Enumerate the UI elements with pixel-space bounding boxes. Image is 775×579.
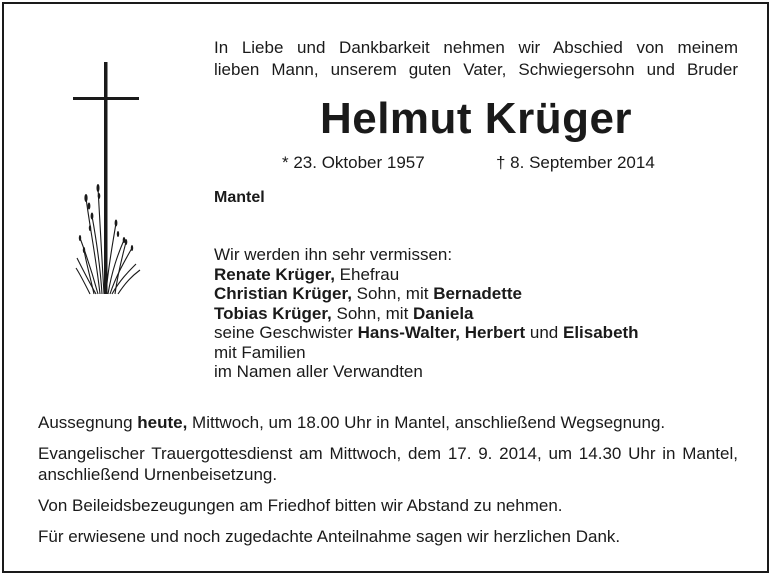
intro-line-1: In Liebe und Dankbarkeit nehmen wir Abschied von meinem — [214, 38, 738, 57]
birth-date: * 23. Oktober 1957 — [282, 153, 425, 172]
mourner-wife — [214, 265, 738, 285]
son2-partner: Daniela — [413, 303, 474, 323]
intro-text — [214, 37, 738, 81]
wife-name: Renate Krüger, — [214, 264, 335, 284]
siblings-and: und — [525, 323, 563, 342]
sibling-2: Herbert — [464, 323, 526, 342]
blessing-notice — [38, 412, 738, 433]
service-info — [38, 412, 738, 557]
blessing-prefix: Aussegnung — [38, 413, 138, 432]
place-name: Mantel — [214, 189, 265, 206]
thanks-notice: Für erwiesene und noch zugedachte Anteilnahme sagen wir herzlichen Dank. — [38, 527, 621, 546]
cross-with-grass-icon — [60, 58, 160, 303]
son1-role: Sohn, mit — [351, 284, 434, 303]
son2-role: Sohn, mit — [331, 303, 414, 323]
funeral-notice: Evangelischer Trauergottesdienst am Mittwoch, dem 17. 9. 2014, um 14.30 Uhr in Mantel, anschließend Urnenbeisetzung. — [38, 444, 738, 484]
intro-line-2: lieben Mann, unserem guten Vater, Schwiegersohn und Bruder — [214, 60, 738, 79]
mourner-families: mit Familien — [214, 342, 306, 362]
mourners-intro: Wir werden ihn sehr vermissen: — [214, 245, 453, 264]
siblings-prefix: seine Geschwister — [214, 323, 358, 342]
blessing-day: heute, — [137, 413, 188, 432]
son2-name: Tobias Krüger, — [214, 303, 332, 323]
mourners-list — [214, 245, 738, 382]
wife-role: Ehefrau — [334, 264, 400, 284]
blessing-details: Mittwoch, um 18.00 Uhr in Mantel, anschließend Wegsegnung. — [187, 413, 666, 432]
death-date: † 8. September 2014 — [496, 153, 655, 172]
mourner-son-1 — [214, 284, 738, 304]
sibling-3: Elisabeth — [562, 323, 639, 342]
son1-name: Christian Krüger, — [214, 284, 352, 303]
sibling-1: Hans-Walter, — [357, 323, 460, 342]
condolences-notice: Von Beileidsbezeugungen am Friedhof bitten wir Abstand zu nehmen. — [38, 496, 563, 515]
mourner-siblings — [214, 323, 738, 343]
mourner-relatives: im Namen aller Verwandten — [214, 362, 423, 381]
son1-partner: Bernadette — [433, 284, 522, 303]
mourner-son-2 — [214, 304, 738, 324]
deceased-name: Helmut Krüger — [319, 94, 633, 143]
